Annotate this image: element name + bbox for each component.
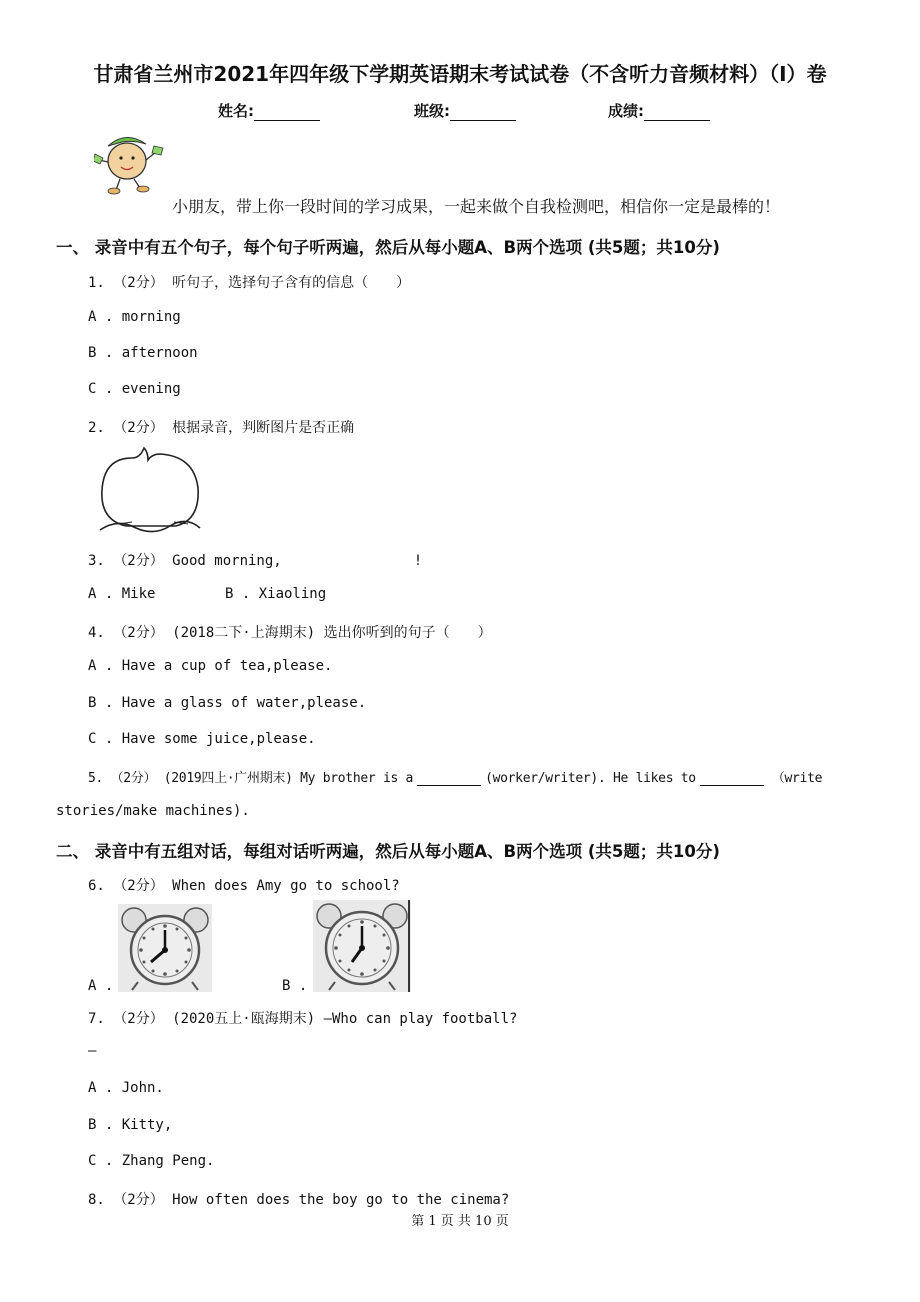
q1-option-b: B . afternoon — [88, 345, 198, 361]
question-8: 8. （2分） How often does the boy go to the cinema? — [88, 1192, 510, 1208]
q6-option-a: A . — [88, 978, 114, 994]
score-blank — [644, 106, 710, 121]
page-footer: 第 1 页 共 10 页 — [411, 1214, 509, 1229]
score-field — [608, 100, 710, 121]
q7-option-a: A . John. — [88, 1080, 164, 1096]
class-label: 班级: — [414, 102, 450, 120]
q4-option-b: B . Have a glass of water,please. — [88, 695, 367, 711]
section-1-heading: 一、 录音中有五个句子，每个句子听两遍，然后从每小题A、B两个选项 (共5题；共10分) — [56, 238, 720, 257]
q1-option-c: C . evening — [88, 381, 181, 397]
question-6: 6. （2分） When does Amy go to school? — [88, 878, 400, 894]
q6-option-b: B . — [282, 978, 308, 994]
class-blank — [450, 106, 516, 121]
page-title: 甘肃省兰州市2021年四年级下学期英语期末考试试卷（不含听力音频材料）（I）卷 — [93, 62, 827, 86]
mascot-illustration — [94, 130, 168, 196]
q5-part1: 5. （2分） (2019四上·广州期末) My brother is a — [88, 771, 414, 786]
question-2: 2. （2分） 根据录音，判断图片是否正确 — [88, 420, 355, 436]
name-label: 姓名: — [218, 102, 254, 120]
q5-part3: （write — [771, 771, 823, 786]
score-label: 成绩: — [608, 102, 644, 120]
clock-a-image — [118, 904, 212, 992]
question-3 — [88, 550, 422, 570]
name-field — [218, 100, 320, 121]
question-4: 4. （2分） (2018二下·上海期末) 选出你听到的句子（ ） — [88, 625, 492, 641]
class-field — [414, 100, 516, 121]
q4-option-a: A . Have a cup of tea,please. — [88, 658, 333, 674]
q7-option-b: B . Kitty, — [88, 1117, 173, 1133]
question-5 — [88, 767, 822, 786]
greeting-text: 小朋友，带上你一段时间的学习成果，一起来做个自我检测吧，相信你一定是最棒的！ — [172, 197, 781, 216]
name-blank — [254, 106, 320, 121]
clock-b-image — [313, 900, 411, 992]
q4-option-c: C . Have some juice,please. — [88, 731, 316, 747]
q7-option-c: C . Zhang Peng. — [88, 1153, 215, 1169]
section-2-heading: 二、 录音中有五组对话，每组对话听两遍，然后从每小题A、B两个选项 (共5题；共10分) — [56, 842, 720, 861]
q3-option-a: A . Mike — [88, 586, 156, 602]
question-1: 1. （2分） 听句子，选择句子含有的信息（ ） — [88, 275, 411, 291]
question-7: 7. （2分） (2020五上·瓯海期末) —Who can play football? — [88, 1011, 518, 1027]
q5-part2: (worker/writer). He likes to — [485, 771, 696, 786]
peach-image — [96, 444, 206, 536]
q5-blank-2 — [700, 772, 764, 786]
q3-end: ! — [413, 553, 423, 569]
q7-answer-dash: — — [88, 1043, 97, 1059]
q3-option-b: B . Xiaoling — [225, 586, 327, 602]
q1-option-a: A . morning — [88, 309, 181, 325]
q5-line-2: stories/make machines). — [56, 803, 250, 819]
q5-blank-1 — [417, 772, 481, 786]
q3-stem: 3. （2分） Good morning, — [88, 553, 282, 569]
